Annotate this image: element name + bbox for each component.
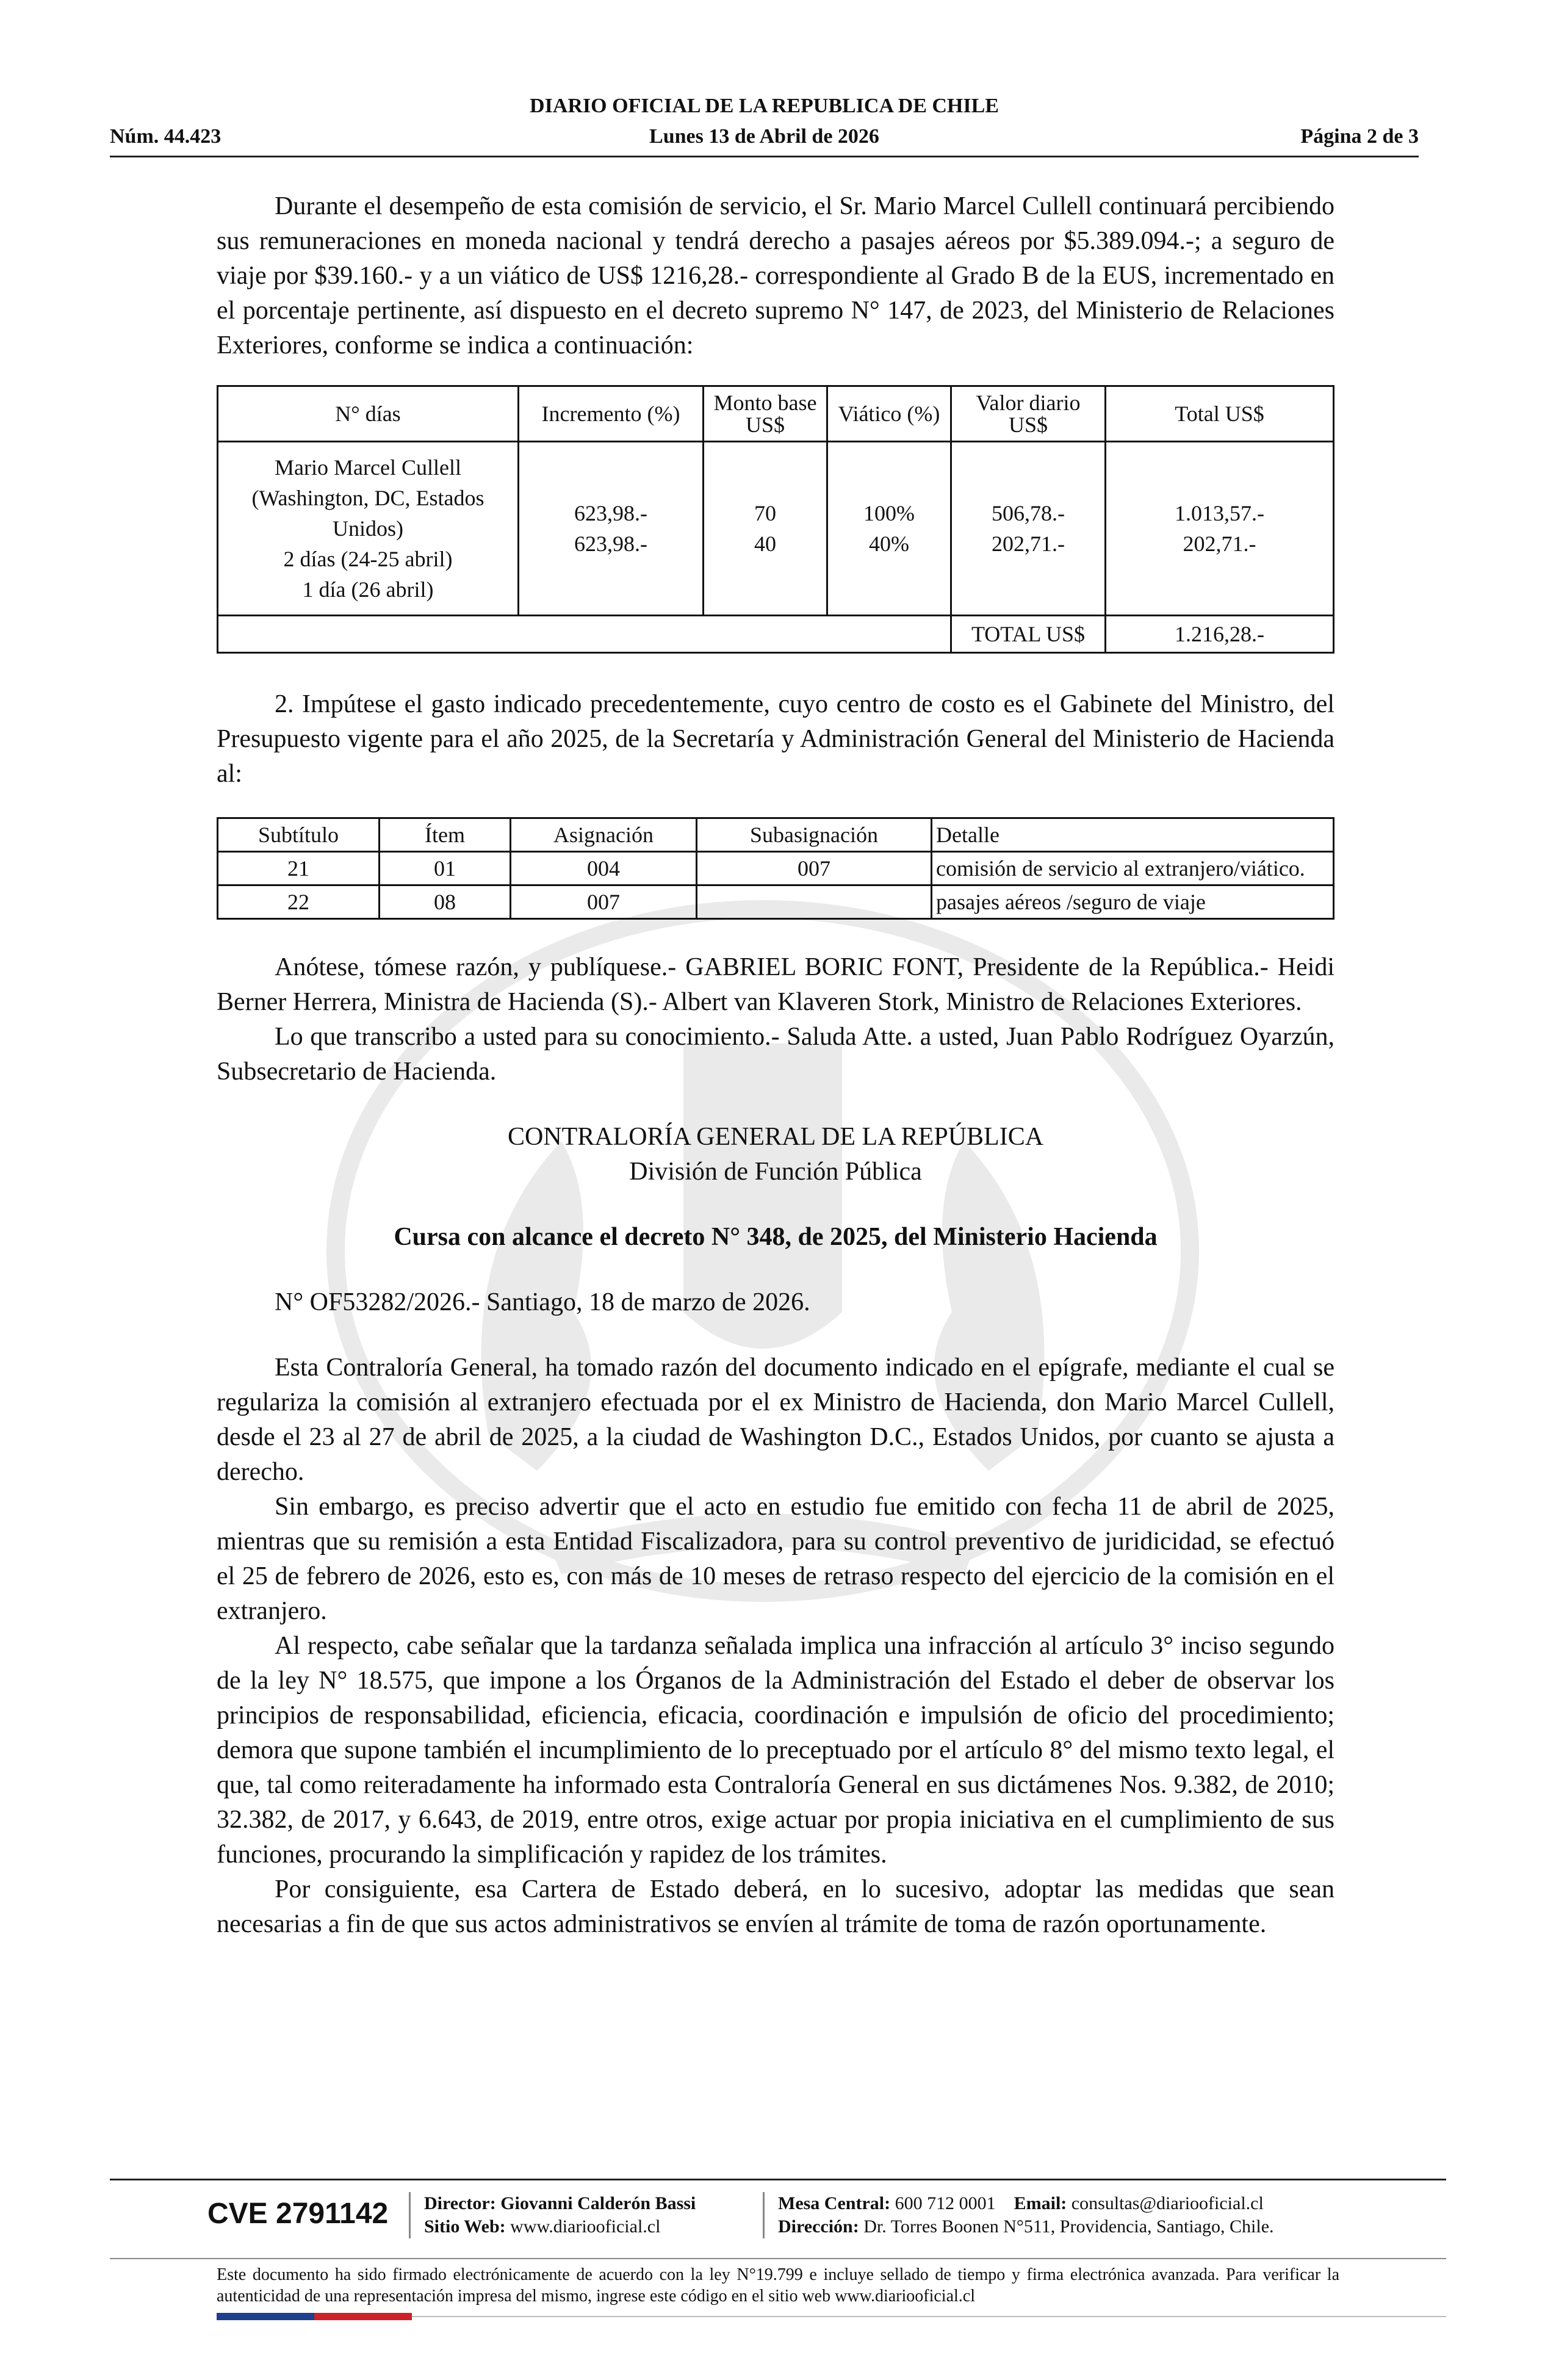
monto-2: 40 [754, 532, 776, 556]
site-label: Sitio Web: [424, 2216, 506, 2237]
intro-paragraph: Durante el desempeño de esta comisión de servicio, el Sr. Mario Marcel Cullell continuará percibiendo sus remuneraciones en moneda nacional y tendrá derecho a pasajes aéreos por $5.389.094.-; a seguro de viaje por $39.160.- y a un viático de US$ 1216,28.- correspondiente al Grado B de la EUS, incrementado en el porcentaje pertinente, así dispuesto en el decreto supremo N° 147, de 2023, del Ministerio de Relaciones Exteriores, conforme se indica a continuación: [217, 192, 1334, 359]
valor-1: 506,78.- [992, 501, 1065, 525]
total-row-empty [218, 616, 951, 653]
col-header-valor: Valor diario US$ [951, 386, 1106, 442]
viatico-cell [827, 442, 951, 616]
anotese-paragraph: Anótese, tómese razón, y publíquese.- GABRIEL BORIC FONT, Presidente de la República.- Heidi Berner Herrera, Ministra de Hacienda (S).- Albert van Klaveren Stork, Ministro de Relaciones Exteriores. [217, 953, 1334, 1016]
col-header-detalle: Detalle [932, 818, 1334, 852]
contraloria-division: División de Función Pública [629, 1158, 922, 1186]
viatico-2: 40% [869, 532, 909, 556]
cell-detalle: comisión de servicio al extranjero/viático. [932, 852, 1334, 885]
director-name: Giovanni Calderón Bassi [500, 2193, 696, 2213]
director-label: Director: [424, 2193, 496, 2213]
incremento-2: 623,98.- [574, 532, 647, 556]
cell-item: 01 [380, 852, 511, 885]
col-header-monto: Monto base US$ [704, 386, 827, 442]
email-label: Email: [1014, 2193, 1067, 2213]
mesa-label: Mesa Central: [778, 2193, 891, 2213]
monto-cell [704, 442, 827, 616]
col-header-viatico: Viático (%) [827, 386, 951, 442]
stripe-red [314, 2313, 412, 2320]
contraloria-paragraph-2: Sin embargo, es preciso advertir que el acto en estudio fue emitido con fecha 11 de abril de 2025, mientras que su remisión a esta Entidad Fiscalizadora, para su control preventivo de juridicidad, se efectuó el 25 de febrero de 2026, esto es, con más de 10 meses de retraso respecto del ejercicio de la comisión en el extranjero. [217, 1493, 1334, 1625]
contraloria-title: CONTRALORÍA GENERAL DE LA REPÚBLICA [507, 1123, 1044, 1151]
incremento-cell [519, 442, 704, 616]
director-block [424, 2192, 696, 2238]
issue-number: Núm. 44.423 [110, 125, 222, 148]
contraloria-paragraph-1: Esta Contraloría General, ha tomado razón del documento indicado en el epígrafe, mediante el cual se regulariza la comisión al extranjero efectuada por el ex Ministro de Hacienda, don Mario Marcel Cullell, desde el 23 al 27 de abril de 2025, a la ciudad de Washington D.C., Estados Unidos, por cuanto se ajusta a derecho. [217, 1354, 1334, 1486]
person-name: Mario Marcel Cullell [275, 455, 461, 480]
viatico-table [217, 385, 1334, 654]
total-label: TOTAL US$ [951, 616, 1106, 653]
col-header-dias: N° días [218, 386, 519, 442]
footer-divider [110, 2179, 1446, 2180]
contact-block [778, 2192, 1274, 2238]
footer-divider [110, 2258, 1446, 2259]
legal-notice: Este documento ha sido firmado electrónicamente de acuerdo con la ley N°19.799 e incluye sellado de tiempo y firma electrónica avanzada. Para verificar la autenticidad de una representación impresa del mismo, ingrese este código en el sitio web www.diariooficial.cl [217, 2265, 1339, 2306]
address-label: Dirección: [778, 2216, 859, 2237]
footer-divider [412, 2316, 1446, 2317]
total-cell [1106, 442, 1334, 616]
page-header [110, 95, 1419, 157]
table-row [218, 885, 1334, 919]
cell-subasignacion: 007 [697, 852, 932, 885]
cell-subasignacion [697, 885, 932, 919]
person-destination: (Washington, DC, Estados Unidos) [251, 486, 484, 541]
table-header-row [218, 818, 1334, 852]
newspaper-title: DIARIO OFICIAL DE LA REPUBLICA DE CHILE [530, 95, 999, 117]
valor-2: 202,71.- [992, 532, 1065, 556]
total-row [218, 616, 1334, 653]
cell-item: 08 [380, 885, 511, 919]
cell-subtitulo: 22 [218, 885, 380, 919]
col-header-incremento: Incremento (%) [519, 386, 704, 442]
stripe-blue [217, 2313, 314, 2320]
total-value: 1.216,28.- [1106, 616, 1334, 653]
site-link[interactable]: www.diariooficial.cl [510, 2216, 661, 2237]
issue-date: Lunes 13 de Abril de 2026 [649, 125, 879, 148]
cell-asignacion: 007 [511, 885, 697, 919]
contraloria-paragraph-3: Al respecto, cabe señalar que la tardanza señalada implica una infracción al artículo 3° inciso segundo de la ley N° 18.575, que impone a los Órganos de la Administración del Estado el deber de observar los principios de responsabilidad, eficiencia, eficacia, coordinación e impulsión de oficio del procedimiento; demora que supone también el incumplimiento de lo preceptuado por el artículo 8° del mismo texto legal, el que, tal como reiteradamente ha informado esta Contraloría General en sus dictámenes Nos. 9.382, de 2010; 32.382, de 2017, y 6.643, de 2019, entre otros, exige actuar por propia iniciativa en el cumplimiento de sus funciones, procurando la simplificación y rapidez de los trámites. [217, 1632, 1334, 1869]
viatico-1: 100% [863, 501, 915, 525]
cell-detalle: pasajes aéreos /seguro de viaje [932, 885, 1334, 919]
flag-stripe [217, 2313, 412, 2320]
total-1: 1.013,57.- [1175, 501, 1264, 525]
table-row [218, 852, 1334, 885]
email-link[interactable]: consultas@diariooficial.cl [1071, 2193, 1264, 2213]
col-header-subtitulo: Subtítulo [218, 818, 380, 852]
contraloria-reference: N° OF53282/2026.- Santiago, 18 de marzo de 2026. [275, 1288, 810, 1316]
page-footer [110, 2179, 1446, 2337]
imputese-paragraph: 2. Impútese el gasto indicado precedentemente, cuyo centro de costo es el Gabinete del Ministro, del Presupuesto vigente para el año 2025, de la Secretaría y Administración General del Ministerio de Hacienda al: [217, 690, 1334, 788]
transcribo-paragraph: Lo que transcribo a usted para su conocimiento.- Saluda Atte. a usted, Juan Pablo Rodríguez Oyarzún, Subsecretario de Hacienda. [217, 1023, 1334, 1086]
document-body [217, 189, 1334, 1942]
address-text: Dr. Torres Boonen N°511, Providencia, Santiago, Chile. [863, 2216, 1274, 2237]
monto-1: 70 [754, 501, 776, 525]
person-days-1: 2 días (24-25 abril) [283, 547, 453, 571]
table-row [218, 442, 1334, 616]
mesa-phone: 600 712 0001 [895, 2193, 996, 2213]
cve-code: CVE 2791142 [207, 2198, 389, 2230]
page-number: Página 2 de 3 [1300, 125, 1419, 148]
person-days-2: 1 día (26 abril) [302, 577, 434, 602]
col-header-subasignacion: Subasignación [697, 818, 932, 852]
contraloria-paragraph-4: Por consiguiente, esa Cartera de Estado deberá, en lo sucesivo, adoptar las medidas que sean necesarias a fin de que sus actos administrativos se envíen al trámite de toma de razón oportunamente. [217, 1875, 1334, 1938]
col-header-total: Total US$ [1106, 386, 1334, 442]
incremento-1: 623,98.- [574, 501, 647, 525]
cell-subtitulo: 21 [218, 852, 380, 885]
person-cell [218, 442, 519, 616]
footer-separator [763, 2192, 765, 2238]
col-header-asignacion: Asignación [511, 818, 697, 852]
col-header-item: Ítem [380, 818, 511, 852]
table-header-row [218, 386, 1334, 442]
cell-asignacion: 004 [511, 852, 697, 885]
footer-separator [409, 2192, 411, 2238]
valor-cell [951, 442, 1106, 616]
total-2: 202,71.- [1183, 532, 1256, 556]
contraloria-heading: Cursa con alcance el decreto N° 348, de 2025, del Ministerio Hacienda [394, 1223, 1158, 1251]
budget-table [217, 817, 1334, 920]
